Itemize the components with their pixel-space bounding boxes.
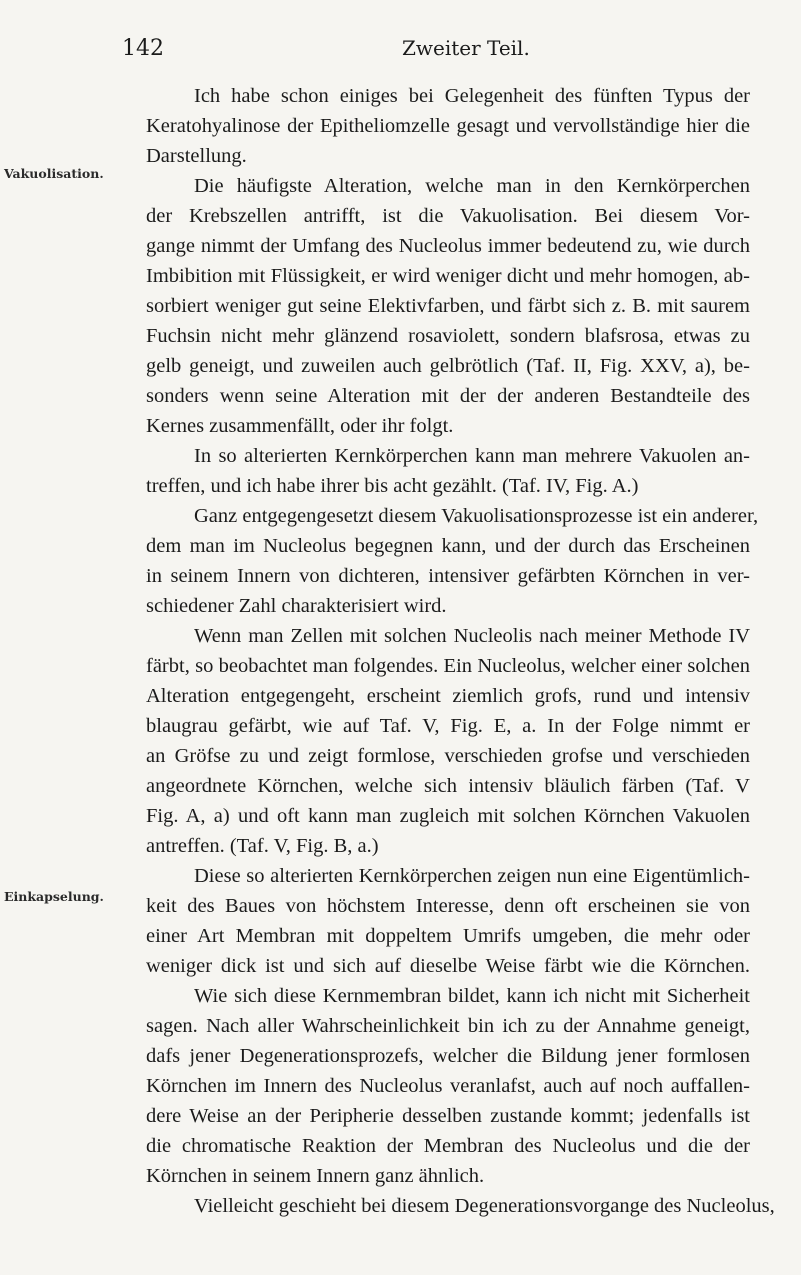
text-line: Körnchen in seinem Innern ganz ähnlich. [146,1165,485,1187]
text-line: einer Art Membran mit doppeltem Umrifs umgeben, die mehr oder [146,925,750,947]
text-line: treffen, und ich habe ihrer bis acht gezählt. (Taf. IV, Fig. A.) [146,475,639,497]
text-line: in seinem Innern von dichteren, intensiver gefärbten Körnchen in ver- [146,565,750,587]
text-line: sagen. Nach aller Wahrscheinlichkeit bin ich zu der Annahme geneigt, [146,1015,750,1037]
text-line: Darstellung. [146,145,247,167]
text-line: an Gröfse zu und zeigt formlose, verschieden grofse und verschieden [146,745,750,767]
text-line: Ganz entgegengesetzt diesem Vakuolisationsprozesse ist ein anderer, [194,505,759,527]
text-line: die chromatische Reaktion der Membran des Nucleolus und die der [146,1135,750,1157]
text-line: gelb geneigt, und zuweilen auch gelbrötlich (Taf. II, Fig. XXV, a), be- [146,355,750,377]
text-line: blaugrau gefärbt, wie auf Taf. V, Fig. E, a. In der Folge nimmt er [146,715,750,737]
margin-note-einkapselung: Einkapselung. [4,889,104,904]
margin-note-vakuolisation: Vakuolisation. [4,166,104,181]
text-line: dere Weise an der Peripherie desselben zustande kommt; jedenfalls ist [146,1105,750,1127]
text-line: Fig. A, a) und oft kann man zugleich mit solchen Körnchen Vakuolen [146,805,750,827]
text-line: Imbibition mit Flüssigkeit, er wird weniger dicht und mehr homogen, ab- [146,265,750,287]
text-line: keit des Baues von höchstem Interesse, denn oft erscheinen sie von [146,895,750,917]
text-line: schiedener Zahl charakterisiert wird. [146,595,447,617]
text-line: der Krebszellen antrifft, ist die Vakuolisation. Bei diesem Vor- [146,205,750,227]
text-line: angeordnete Körnchen, welche sich intensiv bläulich färben (Taf. V [146,775,750,797]
text-line: sorbiert weniger gut seine Elektivfarben, und färbt sich z. B. mit saurem [146,295,750,317]
text-line: Diese so alterierten Kernkörperchen zeigen nun eine Eigentümlich- [194,865,750,887]
text-line: Vielleicht geschieht bei diesem Degenerationsvorgange des Nucleolus, [194,1195,775,1217]
text-line: sonders wenn seine Alteration mit der der anderen Bestandteile des [146,385,750,407]
text-line: gange nimmt der Umfang des Nucleolus immer bedeutend zu, wie durch [146,235,750,257]
text-line: dem man im Nucleolus begegnen kann, und der durch das Erscheinen [146,535,750,557]
text-line: Kernes zusammenfällt, oder ihr folgt. [146,415,454,437]
text-line: Fuchsin nicht mehr glänzend rosaviolett, sondern blafsrosa, etwas zu [146,325,750,347]
text-line: Wenn man Zellen mit solchen Nucleolis nach meiner Methode IV [194,625,750,647]
text-line: dafs jener Degenerationsprozefs, welcher die Bildung jener formlosen [146,1045,750,1067]
text-line: Ich habe schon einiges bei Gelegenheit des fünften Typus der [194,85,750,107]
text-line: antreffen. (Taf. V, Fig. B, a.) [146,835,379,857]
text-line: Die häufigste Alteration, welche man in den Kernkörperchen [194,175,750,197]
text-line: Alteration entgegengeht, erscheint ziemlich grofs, rund und intensiv [146,685,750,707]
page-number: 142 [122,36,164,61]
text-line: weniger dick ist und sich auf dieselbe Weise färbt wie die Körnchen. [146,955,750,977]
text-line: Wie sich diese Kernmembran bildet, kann ich nicht mit Sicherheit [194,985,750,1007]
text-line: Körnchen im Innern des Nucleolus veranlafst, auch auf noch auffallen- [146,1075,750,1097]
page-header [0,36,801,66]
text-line: Keratohyalinose der Epitheliomzelle gesagt und vervollständige hier die [146,115,750,137]
running-head: Zweiter Teil. [402,36,530,60]
text-line: In so alterierten Kernkörperchen kann man mehrere Vakuolen an- [194,445,750,467]
text-line: färbt, so beobachtet man folgendes. Ein Nucleolus, welcher einer solchen [146,655,750,677]
